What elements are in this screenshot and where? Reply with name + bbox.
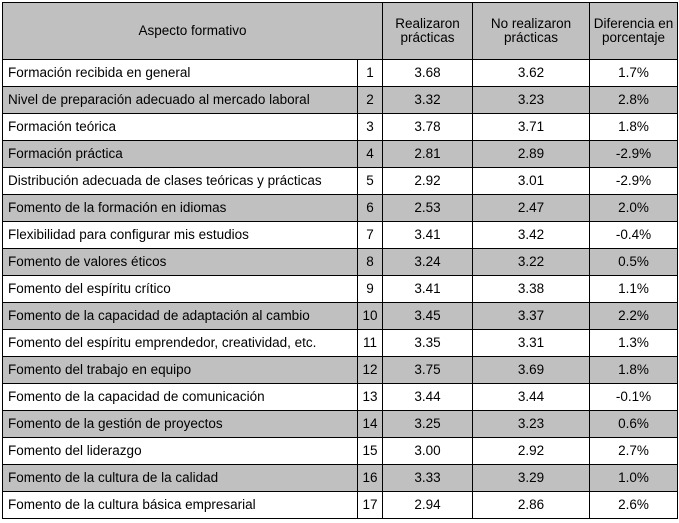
cell-aspect: Fomento del espíritu crítico: [3, 276, 358, 303]
table-row: [3, 141, 678, 168]
cell-number: 11: [358, 330, 383, 357]
cell-did-not-practice: 3.38: [473, 276, 590, 303]
cell-did-not-practice: 3.01: [473, 168, 590, 195]
table-row: [3, 195, 678, 222]
cell-did-not-practice: 3.31: [473, 330, 590, 357]
cell-aspect: Fomento de la capacidad de comunicación: [3, 384, 358, 411]
cell-aspect: Nivel de preparación adecuado al mercado laboral: [3, 87, 358, 114]
cell-did-practice: 3.32: [383, 87, 473, 114]
cell-did-not-practice: 3.62: [473, 60, 590, 87]
cell-did-not-practice: 3.71: [473, 114, 590, 141]
cell-difference: 0.5%: [590, 249, 678, 276]
cell-aspect: Fomento de la formación en idiomas: [3, 195, 358, 222]
cell-number: 9: [358, 276, 383, 303]
cell-did-not-practice: 2.47: [473, 195, 590, 222]
cell-difference: 0.6%: [590, 411, 678, 438]
table-row: [3, 222, 678, 249]
cell-number: 1: [358, 60, 383, 87]
table-row: [3, 168, 678, 195]
cell-aspect: Fomento de la cultura básica empresarial: [3, 492, 358, 519]
table-row: [3, 384, 678, 411]
cell-number: 12: [358, 357, 383, 384]
cell-number: 13: [358, 384, 383, 411]
cell-difference: 1.7%: [590, 60, 678, 87]
cell-number: 7: [358, 222, 383, 249]
cell-number: 14: [358, 411, 383, 438]
table-row: [3, 114, 678, 141]
cell-did-practice: 3.41: [383, 222, 473, 249]
cell-did-practice: 3.35: [383, 330, 473, 357]
cell-number: 15: [358, 438, 383, 465]
table-row: [3, 492, 678, 519]
cell-did-practice: 3.24: [383, 249, 473, 276]
table-row: [3, 357, 678, 384]
cell-number: 3: [358, 114, 383, 141]
table-row: [3, 465, 678, 492]
cell-did-practice: 3.25: [383, 411, 473, 438]
cell-did-practice: 3.45: [383, 303, 473, 330]
cell-did-practice: 2.53: [383, 195, 473, 222]
cell-aspect: Fomento de la gestión de proyectos: [3, 411, 358, 438]
training-aspects-table: [2, 2, 678, 519]
cell-aspect: Fomento de la cultura de la calidad: [3, 465, 358, 492]
cell-difference: 2.8%: [590, 87, 678, 114]
table-row: [3, 60, 678, 87]
cell-aspect: Fomento del liderazgo: [3, 438, 358, 465]
cell-number: 8: [358, 249, 383, 276]
cell-difference: -0.4%: [590, 222, 678, 249]
cell-did-not-practice: 3.23: [473, 87, 590, 114]
cell-did-not-practice: 2.89: [473, 141, 590, 168]
cell-did-practice: 3.78: [383, 114, 473, 141]
table-row: [3, 411, 678, 438]
cell-difference: 2.6%: [590, 492, 678, 519]
header-did-not-practice: No realizaron prácticas: [473, 3, 590, 60]
header-did-practice: Realizaron prácticas: [383, 3, 473, 60]
cell-did-not-practice: 3.22: [473, 249, 590, 276]
cell-did-practice: 3.75: [383, 357, 473, 384]
cell-did-not-practice: 3.42: [473, 222, 590, 249]
table-row: [3, 438, 678, 465]
cell-aspect: Formación práctica: [3, 141, 358, 168]
cell-did-practice: 3.00: [383, 438, 473, 465]
cell-difference: 1.0%: [590, 465, 678, 492]
cell-number: 5: [358, 168, 383, 195]
cell-aspect: Fomento del trabajo en equipo: [3, 357, 358, 384]
cell-difference: 2.0%: [590, 195, 678, 222]
cell-difference: 1.1%: [590, 276, 678, 303]
cell-difference: -2.9%: [590, 141, 678, 168]
cell-aspect: Distribución adecuada de clases teóricas y prácticas: [3, 168, 358, 195]
cell-aspect: Flexibilidad para configurar mis estudios: [3, 222, 358, 249]
cell-did-practice: 2.81: [383, 141, 473, 168]
cell-difference: -0.1%: [590, 384, 678, 411]
table-row: [3, 249, 678, 276]
cell-did-practice: 3.44: [383, 384, 473, 411]
cell-did-practice: 3.68: [383, 60, 473, 87]
cell-number: 2: [358, 87, 383, 114]
cell-number: 10: [358, 303, 383, 330]
cell-did-practice: 2.92: [383, 168, 473, 195]
cell-did-not-practice: 3.37: [473, 303, 590, 330]
cell-aspect: Fomento de la capacidad de adaptación al cambio: [3, 303, 358, 330]
table-row: [3, 87, 678, 114]
cell-difference: 1.3%: [590, 330, 678, 357]
cell-number: 6: [358, 195, 383, 222]
table-body: [3, 60, 678, 519]
header-difference: Diferencia en porcentaje: [590, 3, 678, 60]
cell-difference: 2.2%: [590, 303, 678, 330]
cell-did-not-practice: 3.29: [473, 465, 590, 492]
table-header-row: [3, 3, 678, 60]
cell-did-practice: 2.94: [383, 492, 473, 519]
cell-did-not-practice: 2.92: [473, 438, 590, 465]
cell-aspect: Fomento del espíritu emprendedor, creatividad, etc.: [3, 330, 358, 357]
cell-did-not-practice: 3.44: [473, 384, 590, 411]
table-row: [3, 276, 678, 303]
cell-aspect: Formación recibida en general: [3, 60, 358, 87]
cell-number: 16: [358, 465, 383, 492]
cell-difference: 1.8%: [590, 114, 678, 141]
cell-number: 17: [358, 492, 383, 519]
cell-did-practice: 3.33: [383, 465, 473, 492]
cell-difference: -2.9%: [590, 168, 678, 195]
cell-difference: 2.7%: [590, 438, 678, 465]
table-row: [3, 303, 678, 330]
cell-did-not-practice: 3.23: [473, 411, 590, 438]
cell-did-not-practice: 3.69: [473, 357, 590, 384]
table-row: [3, 330, 678, 357]
cell-did-not-practice: 2.86: [473, 492, 590, 519]
cell-number: 4: [358, 141, 383, 168]
cell-did-practice: 3.41: [383, 276, 473, 303]
cell-aspect: Fomento de valores éticos: [3, 249, 358, 276]
cell-aspect: Formación teórica: [3, 114, 358, 141]
cell-difference: 1.8%: [590, 357, 678, 384]
header-aspect: Aspecto formativo: [3, 3, 383, 60]
